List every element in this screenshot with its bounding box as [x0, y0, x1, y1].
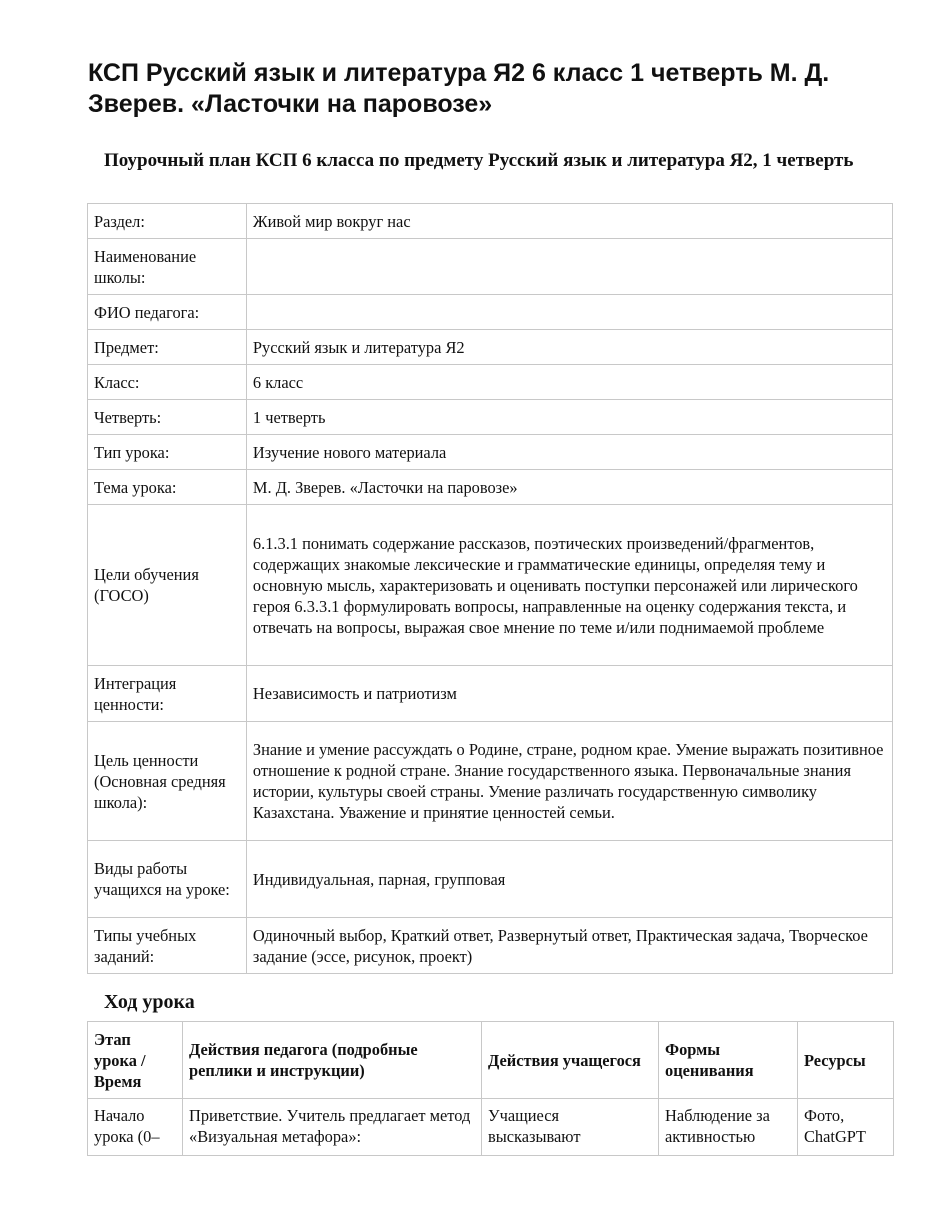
info-label: Типы учебных заданий: [88, 918, 247, 974]
stage-cell: Начало урока (0– [88, 1099, 183, 1156]
info-label: Тип урока: [88, 435, 247, 470]
info-row-grade [88, 365, 893, 400]
lesson-info-table [87, 203, 893, 974]
info-value: Живой мир вокруг нас [246, 204, 892, 239]
student-actions-cell: Учащиеся высказывают [482, 1099, 659, 1156]
info-value: 1 четверть [246, 400, 892, 435]
info-label: Четверть: [88, 400, 247, 435]
lesson-flow-heading: Ход урока [104, 991, 195, 1013]
info-label: Наименование школы: [88, 239, 247, 295]
info-label: Виды работы учащихся на уроке: [88, 841, 247, 918]
info-value [246, 239, 892, 295]
info-label: Класс: [88, 365, 247, 400]
info-row-learning-goals [88, 505, 893, 666]
info-value: Индивидуальная, парная, групповая [246, 841, 892, 918]
info-label: Предмет: [88, 330, 247, 365]
info-label: Раздел: [88, 204, 247, 239]
column-header-teacher-actions: Действия педагога (подробные реплики и инструкции) [183, 1022, 482, 1099]
info-value [246, 295, 892, 330]
plan-heading: Поурочный план КСП 6 класса по предмету Русский язык и литература Я2, 1 четверть [104, 150, 854, 171]
teacher-actions-cell: Приветствие. Учитель предлагает метод «Визуальная метафора»: [183, 1099, 482, 1156]
info-value: 6.1.3.1 понимать содержание рассказов, поэтических произведений/фрагментов, содержащих знакомые лексические и грамматические единицы, определяя тему и основную мысль, характеризовать и оценивать поступки персонажей или лирического героя 6.3.3.1 формулировать вопросы, направленные на оценку содержания текста, и отвечать на вопросы, выражая свое мнение по теме и/или поднимаемой проблеме [246, 505, 892, 666]
info-label: Цель ценности (Основная средняя школа): [88, 722, 247, 841]
column-header-assessment: Формы оценивания [659, 1022, 798, 1099]
info-value: Изучение нового материала [246, 435, 892, 470]
resources-cell: Фото, ChatGPT [798, 1099, 894, 1156]
info-row-task-types [88, 918, 893, 974]
info-value: 6 класс [246, 365, 892, 400]
info-row-teacher [88, 295, 893, 330]
info-value: Одиночный выбор, Краткий ответ, Развернутый ответ, Практическая задача, Творческое задание (эссе, рисунок, проект) [246, 918, 892, 974]
table-row [88, 1099, 894, 1156]
info-row-school [88, 239, 893, 295]
info-value: Русский язык и литература Я2 [246, 330, 892, 365]
document-title: КСП Русский язык и литература Я2 6 класс 1 четверть М. Д. Зверев. «Ласточки на паровозе» [88, 59, 830, 118]
column-header-resources: Ресурсы [798, 1022, 894, 1099]
info-value: Знание и умение рассуждать о Родине, стране, родном крае. Умение выражать позитивное отношение к родной стране. Знание государственного языка. Первоначальные знания истории, культуры своей страны. Умение различать государственную символику Казахстана. Уважение и принятие ценностей семьи. [246, 722, 892, 841]
info-row-subject [88, 330, 893, 365]
info-value: Независимость и патриотизм [246, 666, 892, 722]
info-row-topic [88, 470, 893, 505]
info-label: Цели обучения (ГОСО) [88, 505, 247, 666]
lesson-flow-table [87, 1021, 894, 1156]
info-label: Тема урока: [88, 470, 247, 505]
info-row-section [88, 204, 893, 239]
assessment-cell: Наблюдение за активностью [659, 1099, 798, 1156]
info-row-lesson-type [88, 435, 893, 470]
info-row-work-types [88, 841, 893, 918]
info-row-quarter [88, 400, 893, 435]
info-value: М. Д. Зверев. «Ласточки на паровозе» [246, 470, 892, 505]
lesson-flow-header-row [88, 1022, 894, 1099]
info-row-value-integration [88, 666, 893, 722]
info-label: Интеграция ценности: [88, 666, 247, 722]
info-row-value-goal [88, 722, 893, 841]
column-header-student-actions: Действия учащегося [482, 1022, 659, 1099]
info-label: ФИО педагога: [88, 295, 247, 330]
column-header-stage: Этап урока / Время [88, 1022, 183, 1099]
